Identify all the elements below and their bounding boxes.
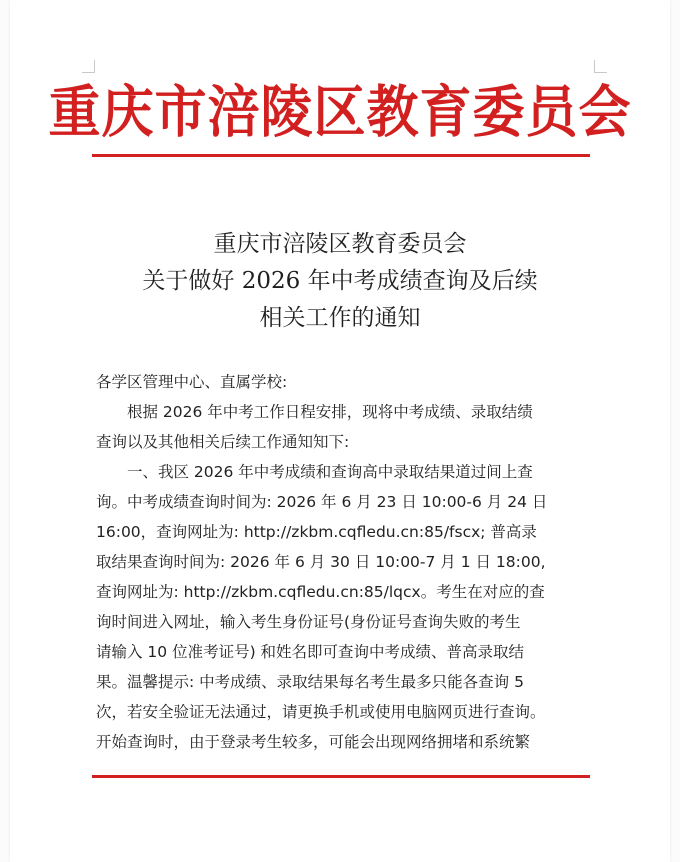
paragraph-2-line-9: 次，若安全验证无法通过，请更换手机或使用电脑网页进行查询。	[96, 703, 546, 721]
paragraph-1-line-2: 查询以及其他相关后续工作通知知下:	[96, 433, 350, 451]
paragraph-2-line-3: 16:00，查询网址为: http://zkbm.cqfledu.cn:85/fscx; 普高录	[96, 523, 537, 541]
crop-mark-top-left	[82, 60, 95, 73]
document-body	[96, 367, 596, 757]
masthead-org-name: 重庆市涪陵区教育委员会	[48, 79, 632, 146]
paragraph-2-line-8: 果。温馨提示: 中考成绩、录取结果每名考生最多只能各查询 5	[96, 673, 524, 691]
document-title	[0, 226, 680, 337]
title-line-3: 相关工作的通知	[259, 305, 421, 331]
footer-red-rule	[92, 775, 590, 778]
paragraph-2-line-5: 查询网址为: http://zkbm.cqfledu.cn:85/lqcx。考生在对应的查	[96, 583, 545, 601]
paragraph-2-line-10: 开始查询时，由于登录考生较多，可能会出现网络拥堵和系统繁	[96, 733, 531, 751]
paragraph-2-line-7: 请输入 10 位准考证号) 和姓名即可查询中考成绩、普高录取结	[96, 643, 525, 661]
title-line-2: 关于做好 2026 年中考成绩查询及后续	[142, 268, 538, 294]
paragraph-2-line-1: 一、我区 2026 年中考成绩和查询高中录取结果道过间上查	[127, 463, 533, 481]
paragraph-2-line-6: 询时间进入网址，输入考生身份证号(身份证号查询失败的考生	[96, 613, 521, 631]
title-line-1: 重庆市涪陵区教育委员会	[213, 231, 467, 257]
paragraph-2-line-2: 询。中考成绩查询时间为: 2026 年 6 月 23 日 10:00-6 月 24 日	[96, 493, 548, 511]
paragraph-2-line-4: 取结果查询时间为: 2026 年 6 月 30 日 10:00-7 月 1 日 18:00,	[96, 553, 546, 571]
paragraph-1-line-1: 根据 2026 年中考工作日程安排，现将中考成绩、录取结绩	[127, 403, 533, 421]
crop-mark-top-right	[594, 60, 607, 73]
masthead-red-rule	[92, 154, 590, 157]
salutation: 各学区管理中心、直属学校:	[96, 373, 288, 391]
